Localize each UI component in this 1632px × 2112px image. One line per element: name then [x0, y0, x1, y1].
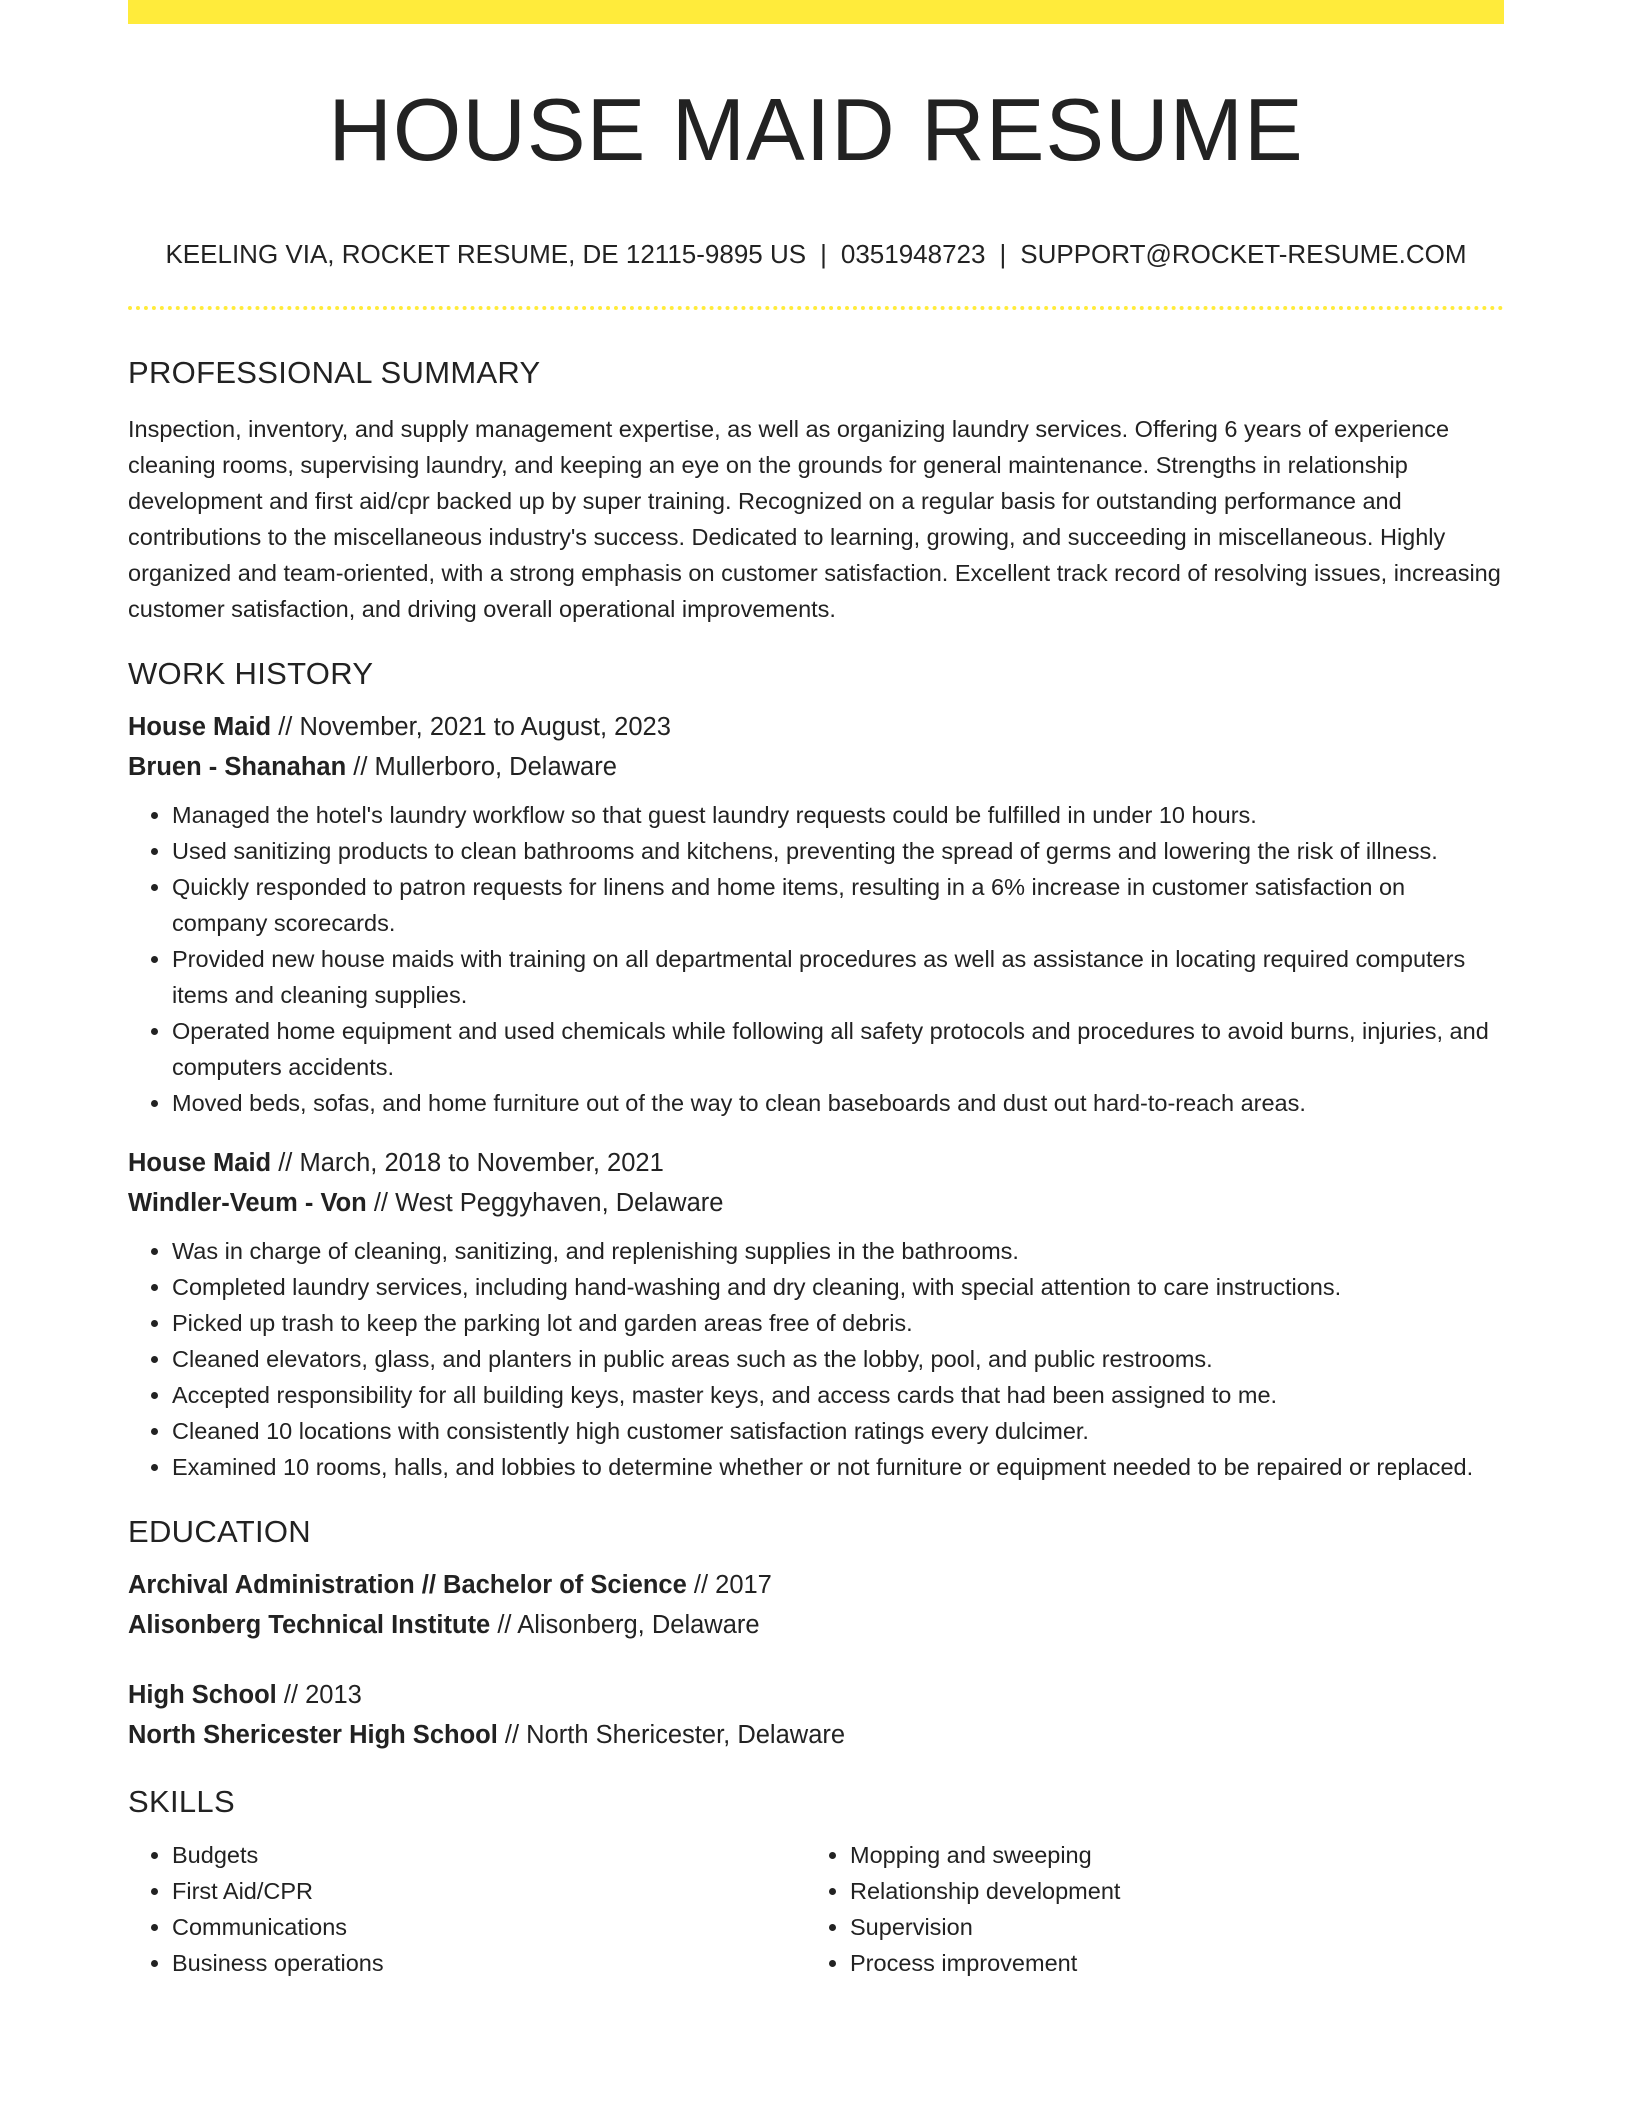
- header-divider: [128, 306, 1504, 310]
- education-delimiter: //: [490, 1611, 518, 1639]
- job-delimiter: //: [346, 753, 375, 781]
- education-degree: High School: [128, 1681, 277, 1709]
- job-bullet: • Cleaned 10 locations with consistently high customer satisfaction ratings every dulcimer.: [172, 1413, 1504, 1449]
- education-section: [128, 1511, 1504, 1755]
- education-school: Alisonberg Technical Institute: [128, 1611, 491, 1639]
- contact-separator: |: [999, 239, 1007, 269]
- education-degree-line: [128, 1565, 1504, 1605]
- resume-content: [128, 352, 1504, 1981]
- job-bullet: • Was in charge of cleaning, sanitizing, and replenishing supplies in the bathrooms.: [172, 1233, 1504, 1269]
- job-bullet: • Completed laundry services, including hand-washing and dry cleaning, with special attention to care instructions.: [172, 1269, 1504, 1305]
- skills-grid: [128, 1837, 1504, 1981]
- job-bullet: • Moved beds, sofas, and home furniture out of the way to clean baseboards and dust out hard-to-reach areas.: [172, 1085, 1504, 1121]
- education-school-line: [128, 1715, 1504, 1755]
- job-bullet: • Cleaned elevators, glass, and planters in public areas such as the lobby, pool, and public restrooms.: [172, 1341, 1504, 1377]
- education-degree: Archival Administration // Bachelor of Science: [128, 1571, 687, 1599]
- job-title: House Maid: [128, 713, 272, 741]
- contact-email: SUPPORT@ROCKET-RESUME.COM: [1020, 239, 1467, 269]
- job-bullet: • Accepted responsibility for all building keys, master keys, and access cards that had been assigned to me.: [172, 1377, 1504, 1413]
- education-entry: [128, 1565, 1504, 1645]
- job-title-line: [128, 1143, 1504, 1183]
- job-company: Windler-Veum - Von: [128, 1189, 367, 1217]
- education-year: 2013: [305, 1681, 362, 1709]
- job-location: Mullerboro, Delaware: [374, 753, 617, 781]
- job-bullet: • Managed the hotel's laundry workflow so that guest laundry requests could be fulfilled in under 10 hours.: [172, 797, 1504, 833]
- skill-item: • Business operations: [172, 1945, 806, 1981]
- job-bullets: [128, 1233, 1504, 1485]
- skills-column-left: [128, 1837, 806, 1981]
- education-heading: EDUCATION: [128, 1514, 311, 1549]
- education-school-line: [128, 1605, 1504, 1645]
- job-dates: November, 2021 to August, 2023: [299, 713, 671, 741]
- job-entry: [128, 707, 1504, 1121]
- job-delimiter: //: [271, 1149, 300, 1177]
- skill-item: • Supervision: [850, 1909, 1484, 1945]
- job-company-line: [128, 1183, 1504, 1223]
- job-company: Bruen - Shanahan: [128, 753, 347, 781]
- contact-line: [128, 236, 1504, 272]
- job-bullets: [128, 797, 1504, 1121]
- work-history-heading: WORK HISTORY: [128, 656, 374, 691]
- resume-title: HOUSE MAID RESUME: [328, 80, 1304, 179]
- job-bullet: • Provided new house maids with training on all departmental procedures as well as assistance in locating required computers items and cleaning supplies.: [172, 941, 1504, 1013]
- skill-item: • Mopping and sweeping: [850, 1837, 1484, 1873]
- education-location: Alisonberg, Delaware: [517, 1611, 760, 1639]
- education-location: North Shericester, Delaware: [526, 1721, 846, 1749]
- job-bullet: • Quickly responded to patron requests for linens and home items, resulting in a 6% increase in customer satisfaction on company scorecards.: [172, 869, 1504, 941]
- education-year: 2017: [715, 1571, 772, 1599]
- job-entry: [128, 1143, 1504, 1485]
- job-bullet: • Operated home equipment and used chemicals while following all safety protocols and procedures to avoid burns, injuries, and computers accidents.: [172, 1013, 1504, 1085]
- work-history-section: [128, 653, 1504, 1485]
- job-bullet: • Examined 10 rooms, halls, and lobbies to determine whether or not furniture or equipment needed to be repaired or replaced.: [172, 1449, 1504, 1485]
- skills-section: [128, 1781, 1504, 1981]
- job-bullet: • Used sanitizing products to clean bathrooms and kitchens, preventing the spread of germs and lowering the risk of illness.: [172, 833, 1504, 869]
- education-delimiter: //: [497, 1721, 527, 1749]
- education-school: North Shericester High School: [128, 1721, 498, 1749]
- job-company-line: [128, 747, 1504, 787]
- skill-item: • Budgets: [172, 1837, 806, 1873]
- education-entry: [128, 1675, 1504, 1755]
- education-delimiter: //: [686, 1571, 716, 1599]
- skill-item: • Relationship development: [850, 1873, 1484, 1909]
- education-delimiter: //: [276, 1681, 306, 1709]
- summary-heading: PROFESSIONAL SUMMARY: [128, 355, 541, 390]
- skill-item: • First Aid/CPR: [172, 1873, 806, 1909]
- summary-section: [128, 352, 1504, 627]
- job-delimiter: //: [366, 1189, 396, 1217]
- contact-phone: 0351948723: [840, 239, 986, 269]
- contact-address: KEELING VIA, ROCKET RESUME, DE 12115-9895 US: [165, 239, 807, 269]
- job-dates: March, 2018 to November, 2021: [299, 1149, 664, 1177]
- job-location: West Peggyhaven, Delaware: [395, 1189, 724, 1217]
- skills-column-right: [806, 1837, 1484, 1981]
- job-title-line: [128, 707, 1504, 747]
- contact-separator: |: [820, 239, 827, 269]
- skill-item: • Process improvement: [850, 1945, 1484, 1981]
- job-delimiter: //: [271, 713, 300, 741]
- job-title: House Maid: [128, 1149, 272, 1177]
- job-bullet: • Picked up trash to keep the parking lot and garden areas free of debris.: [172, 1305, 1504, 1341]
- skill-item: • Communications: [172, 1909, 806, 1945]
- skills-heading: SKILLS: [128, 1784, 235, 1819]
- summary-text: Inspection, inventory, and supply management expertise, as well as organizing laundry services. Offering 6 years of experience cleaning rooms, supervising laundry, and keeping an eye on the grounds for general maintenance. Strengths in relationship development and first aid/cpr backed up by super training. Recognized on a regular basis for outstanding performance and contributions to the miscellaneous industry's success. Dedicated to learning, growing, and succeeding in miscellaneous. Highly organized and team-oriented, with a strong emphasis on customer satisfaction. Excellent track record of resolving issues, increasing customer satisfaction, and driving overall operational improvements.: [128, 416, 1501, 622]
- education-degree-line: [128, 1675, 1504, 1715]
- top-accent-bar: [128, 0, 1504, 24]
